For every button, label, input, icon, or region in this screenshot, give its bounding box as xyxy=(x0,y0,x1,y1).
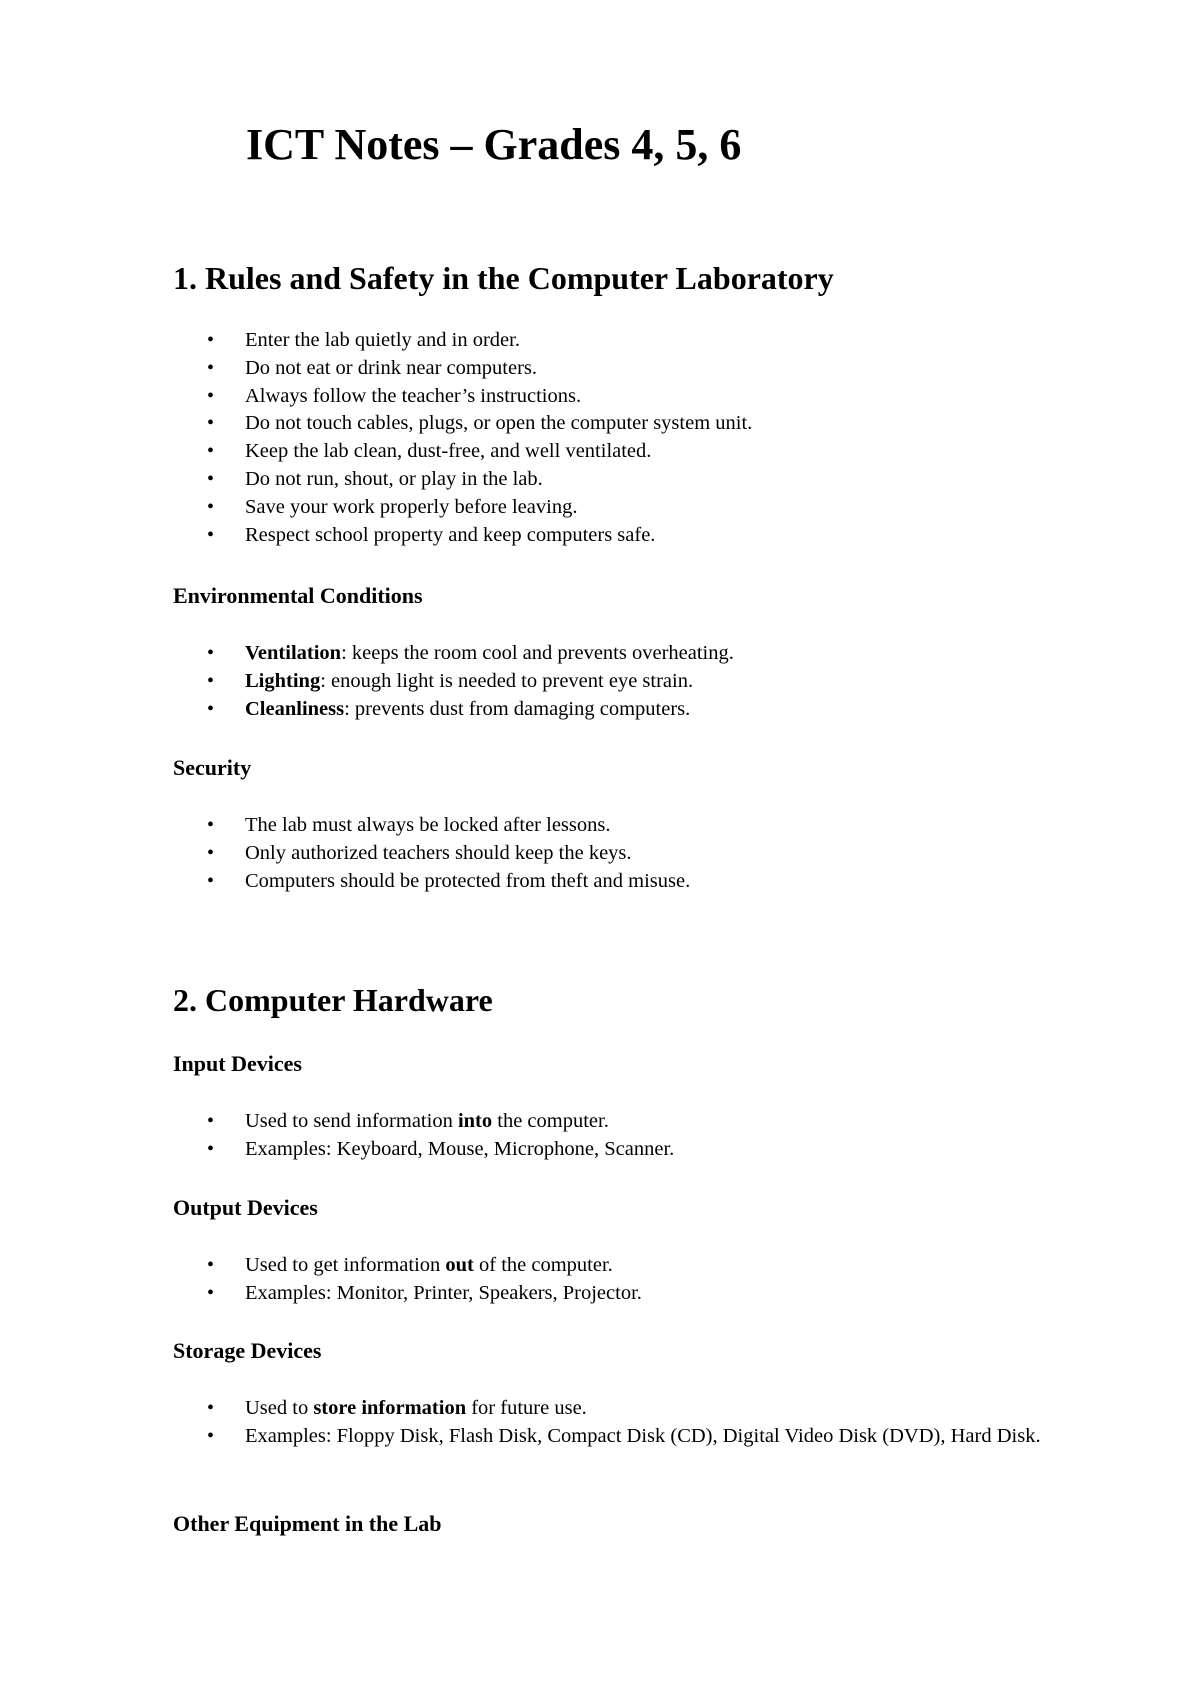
document-title: ICT Notes – Grades 4, 5, 6 xyxy=(246,120,742,169)
list-item: • Examples: Floppy Disk, Flash Disk, Compact Disk (CD), Digital Video Disk (DVD), Hard Disk. xyxy=(173,1423,1093,1451)
list-item: • Only authorized teachers should keep the keys. xyxy=(173,840,1093,868)
list-item: • Lighting: enough light is needed to prevent eye strain. xyxy=(173,668,1093,696)
input-devices-list xyxy=(173,1108,1093,1164)
bullet-icon: • xyxy=(207,1137,215,1160)
list-item: • Do not eat or drink near computers. xyxy=(173,355,1093,383)
bullet-icon: • xyxy=(207,1397,215,1419)
list-item: • Examples: Monitor, Printer, Speakers, Projector. xyxy=(173,1280,1093,1308)
list-item: • Used to send information into the computer. xyxy=(173,1108,1093,1136)
section-2-heading: 2. Computer Hardware xyxy=(173,982,493,1018)
list-item: • Computers should be protected from theft and misuse. xyxy=(173,868,1093,896)
list-item: • Do not run, shout, or play in the lab. xyxy=(173,466,1093,494)
list-item: • Ventilation: keeps the room cool and prevents overheating. xyxy=(173,640,1093,668)
bullet-icon: • xyxy=(207,329,215,351)
output-devices-list xyxy=(173,1252,1093,1308)
output-devices-heading: Output Devices xyxy=(173,1195,318,1220)
bullet-icon: • xyxy=(207,412,215,435)
list-item: • Examples: Keyboard, Mouse, Microphone, Scanner. xyxy=(173,1136,1093,1164)
list-item: • Used to store information for future use. xyxy=(173,1395,1093,1423)
list-item: • Save your work properly before leaving. xyxy=(173,494,1093,522)
section-1-heading: 1. Rules and Safety in the Computer Laboratory xyxy=(173,260,834,296)
list-item: • Used to get information out of the computer. xyxy=(173,1252,1093,1280)
security-list xyxy=(173,812,1093,895)
bullet-icon: • xyxy=(207,440,215,463)
term: Ventilation xyxy=(245,642,342,664)
list-item: • Respect school property and keep computers safe. xyxy=(173,522,1093,550)
list-item: • Keep the lab clean, dust-free, and well ventilated. xyxy=(173,438,1093,466)
environmental-conditions-list xyxy=(173,640,1093,723)
bullet-icon: • xyxy=(207,1424,215,1447)
storage-devices-heading: Storage Devices xyxy=(173,1338,322,1363)
bullet-icon: • xyxy=(207,669,215,692)
bullet-icon: • xyxy=(207,356,215,379)
bullet-icon: • xyxy=(207,697,215,720)
bullet-icon: • xyxy=(207,1110,215,1132)
input-devices-heading: Input Devices xyxy=(173,1051,302,1076)
list-item: • The lab must always be locked after lessons. xyxy=(173,812,1093,840)
other-equipment-heading: Other Equipment in the Lab xyxy=(173,1511,442,1536)
storage-devices-list xyxy=(173,1395,1093,1451)
bullet-icon: • xyxy=(207,1281,215,1304)
bullet-icon: • xyxy=(207,814,215,836)
list-item: • Cleanliness: prevents dust from damaging computers. xyxy=(173,696,1093,724)
security-heading: Security xyxy=(173,755,252,780)
term: Cleanliness xyxy=(245,697,345,720)
term: Lighting xyxy=(245,669,321,692)
bullet-icon: • xyxy=(207,467,215,490)
list-item: • Enter the lab quietly and in order. xyxy=(173,327,1093,355)
bullet-icon: • xyxy=(207,495,215,518)
bullet-icon: • xyxy=(207,642,215,664)
bullet-icon: • xyxy=(207,384,215,407)
bullet-icon: • xyxy=(207,841,215,864)
lab-rules-list xyxy=(173,327,1093,549)
list-item: • Do not touch cables, plugs, or open the computer system unit. xyxy=(173,410,1093,438)
environmental-conditions-heading: Environmental Conditions xyxy=(173,583,423,608)
list-item: • Always follow the teacher’s instructions. xyxy=(173,383,1093,411)
bullet-icon: • xyxy=(207,869,215,892)
bullet-icon: • xyxy=(207,1254,215,1276)
bullet-icon: • xyxy=(207,523,215,546)
